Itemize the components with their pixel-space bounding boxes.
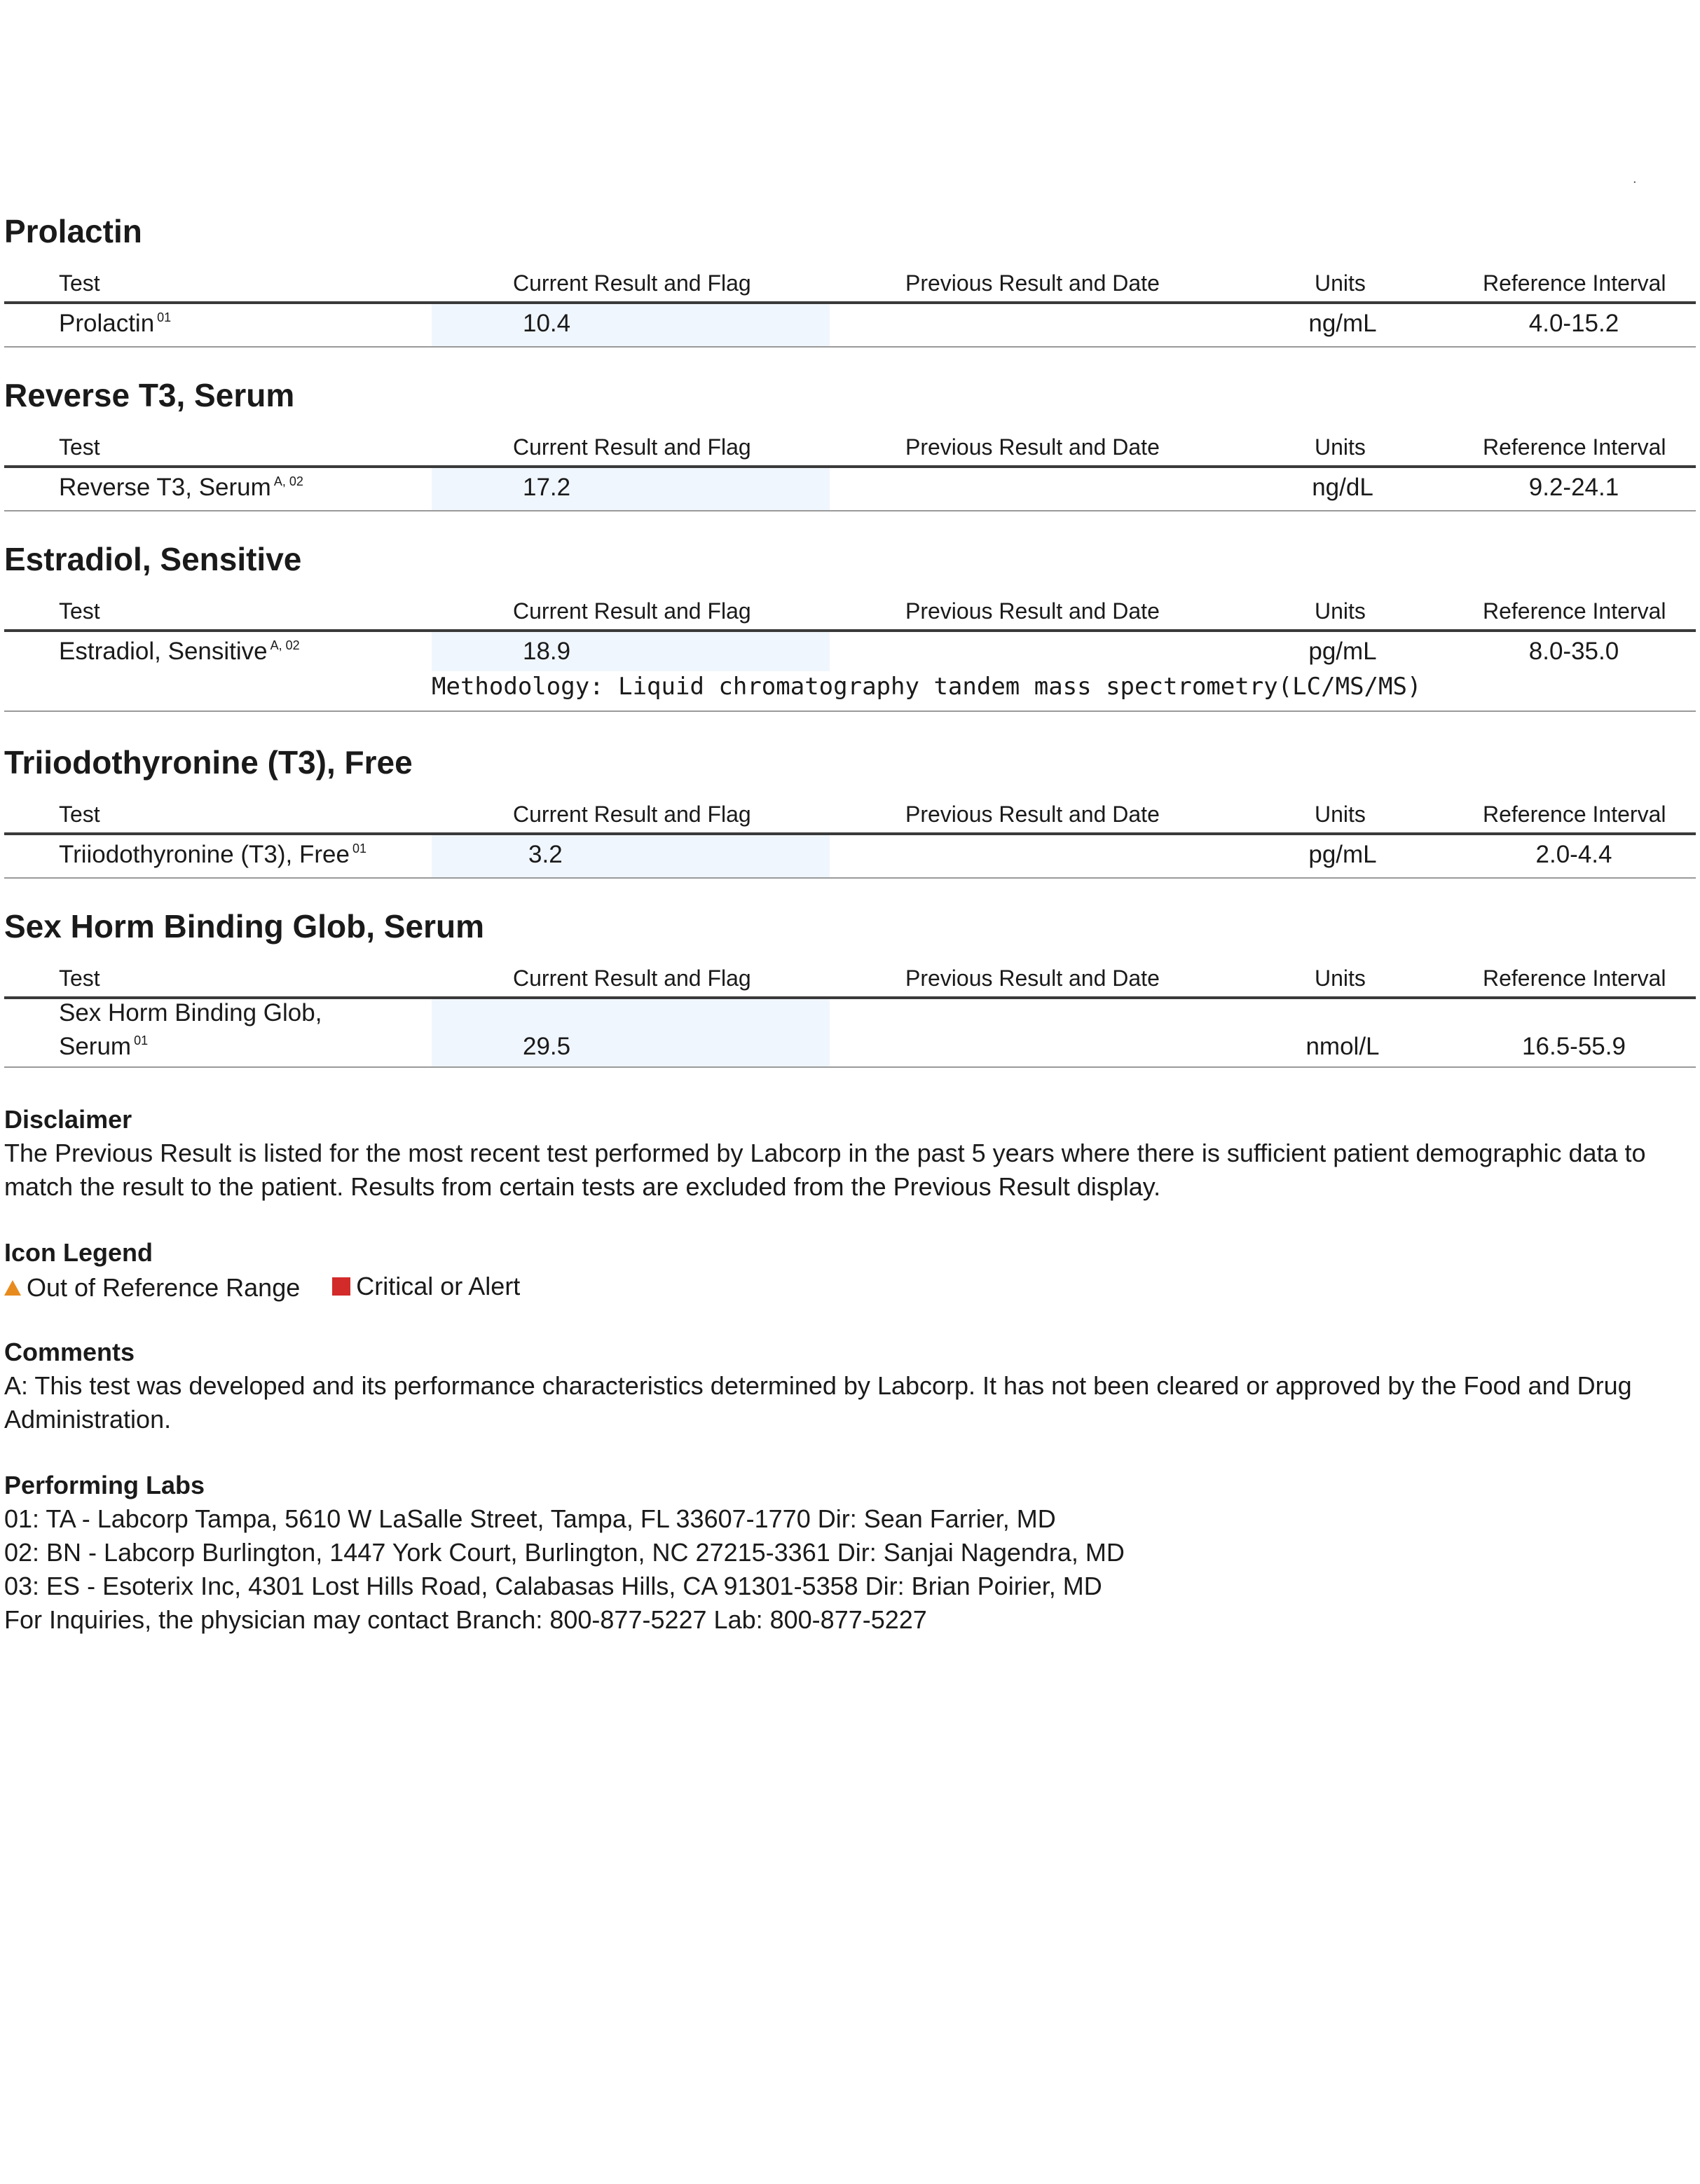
section-title: Triiodothyronine (T3), Free (4, 744, 413, 781)
legend-title: Icon Legend (4, 1238, 153, 1267)
section-title: Prolactin (4, 213, 142, 249)
table-row (4, 468, 1696, 511)
units-value: pg/mL (1308, 841, 1377, 868)
test-label: Triiodothyronine (T3), Free (59, 841, 350, 868)
section-title: Sex Horm Binding Glob, Serum (4, 908, 484, 945)
reference-interval: 8.0-35.0 (1528, 638, 1619, 665)
header-previous: Previous Result and Date (905, 598, 1160, 624)
result-highlight (432, 632, 830, 671)
header-reference: Reference Interval (1483, 270, 1666, 296)
current-result: 18.9 (523, 638, 571, 665)
legend-critical-label: Critical or Alert (356, 1272, 521, 1300)
comments (4, 1335, 1686, 1436)
reference-interval: 4.0-15.2 (1528, 310, 1619, 337)
test-label: Estradiol, Sensitive (59, 638, 268, 665)
header-current: Current Result and Flag (513, 966, 751, 991)
labs-title: Performing Labs (4, 1471, 205, 1499)
performing-labs (4, 1469, 1686, 1637)
units-value: ng/dL (1312, 474, 1373, 501)
disclaimer (4, 1103, 1686, 1204)
page-mark: . (1633, 171, 1637, 186)
header-reference: Reference Interval (1483, 434, 1666, 460)
result-highlight (432, 835, 830, 877)
test-name (59, 841, 366, 869)
inquiries-line: For Inquiries, the physician may contact Branch: 800-877-5227 Lab: 800-877-5227 (4, 1605, 927, 1634)
header-units: Units (1315, 270, 1366, 296)
comments-text: A: This test was developed and its performance characteristics determined by Labcorp. It has not been cleared or approved by the Food and Drug Administration. (4, 1371, 1632, 1434)
header-reference: Reference Interval (1483, 802, 1666, 827)
header-units: Units (1315, 434, 1366, 460)
lab-line: 03: ES - Esoterix Inc, 4301 Lost Hills Road, Calabasas Hills, CA 91301-5358 Dir: Brian Poirier, MD (4, 1572, 1102, 1600)
lab-line: 02: BN - Labcorp Burlington, 1447 York Court, Burlington, NC 27215-3361 Dir: Sanjai Nagendra, MD (4, 1538, 1125, 1567)
test-label: Serum (59, 1033, 132, 1060)
section-title: Reverse T3, Serum (4, 377, 295, 413)
table-header (4, 797, 1696, 835)
test-name (59, 310, 171, 338)
table-header (4, 266, 1696, 304)
footnote-ref: 01 (134, 1033, 149, 1048)
critical-square-icon (332, 1277, 350, 1296)
header-reference: Reference Interval (1483, 966, 1666, 991)
test-name-line1: Sex Horm Binding Glob, (59, 999, 322, 1026)
table-row (4, 835, 1696, 879)
test-name (59, 474, 303, 502)
result-highlight (432, 999, 830, 1066)
test-label: Reverse T3, Serum (59, 474, 271, 501)
result-highlight (432, 468, 830, 510)
test-name-line2 (59, 1033, 148, 1061)
header-test: Test (59, 270, 100, 296)
test-label: Prolactin (59, 310, 155, 337)
section-title: Estradiol, Sensitive (4, 541, 302, 577)
legend-out-of-range-label: Out of Reference Range (27, 1273, 301, 1302)
header-test: Test (59, 598, 100, 624)
footnote-ref: 01 (352, 842, 366, 856)
table-row (4, 632, 1696, 712)
header-reference: Reference Interval (1483, 598, 1666, 624)
result-highlight (432, 304, 830, 346)
reference-interval: 16.5-55.9 (1522, 1033, 1626, 1060)
footnote-ref: A, 02 (273, 474, 303, 488)
warning-triangle-icon (4, 1280, 21, 1296)
reference-interval: 9.2-24.1 (1528, 474, 1619, 501)
header-previous: Previous Result and Date (905, 270, 1160, 296)
table-header (4, 961, 1696, 999)
header-test: Test (59, 802, 100, 827)
table-header (4, 430, 1696, 468)
lab-line: 01: TA - Labcorp Tampa, 5610 W LaSalle Street, Tampa, FL 33607-1770 Dir: Sean Farrier, MD (4, 1504, 1056, 1533)
disclaimer-text: The Previous Result is listed for the most recent test performed by Labcorp in the past 5 years where there is sufficient patient demographic data to match the result to the patient. Results from certain tests are excluded from the Previous Result display. (4, 1139, 1646, 1201)
units-value: ng/mL (1308, 310, 1377, 337)
header-previous: Previous Result and Date (905, 966, 1160, 991)
methodology-note: Methodology: Liquid chromatography tandem mass spectrometry(LC/MS/MS) (432, 673, 1422, 701)
legend-out-of-range (4, 1271, 300, 1305)
reference-interval: 2.0-4.4 (1535, 841, 1612, 868)
header-previous: Previous Result and Date (905, 434, 1160, 460)
current-result: 3.2 (528, 841, 563, 868)
header-previous: Previous Result and Date (905, 802, 1160, 827)
header-units: Units (1315, 802, 1366, 827)
disclaimer-title: Disclaimer (4, 1105, 132, 1134)
header-current: Current Result and Flag (513, 434, 751, 460)
header-current: Current Result and Flag (513, 598, 751, 624)
header-current: Current Result and Flag (513, 802, 751, 827)
header-test: Test (59, 434, 100, 460)
table-header (4, 594, 1696, 632)
table-row (4, 304, 1696, 348)
footnote-ref: 01 (157, 310, 172, 324)
test-name (59, 638, 300, 666)
header-current: Current Result and Flag (513, 270, 751, 296)
legend-critical (332, 1270, 520, 1303)
icon-legend (4, 1236, 1686, 1305)
current-result: 29.5 (523, 1033, 571, 1060)
current-result: 10.4 (523, 310, 571, 337)
units-value: pg/mL (1308, 638, 1377, 665)
table-row (4, 999, 1696, 1068)
units-value: nmol/L (1305, 1033, 1380, 1060)
comments-title: Comments (4, 1338, 135, 1366)
footnote-ref: A, 02 (270, 638, 300, 652)
current-result: 17.2 (523, 474, 571, 501)
header-units: Units (1315, 966, 1366, 991)
header-units: Units (1315, 598, 1366, 624)
header-test: Test (59, 966, 100, 991)
